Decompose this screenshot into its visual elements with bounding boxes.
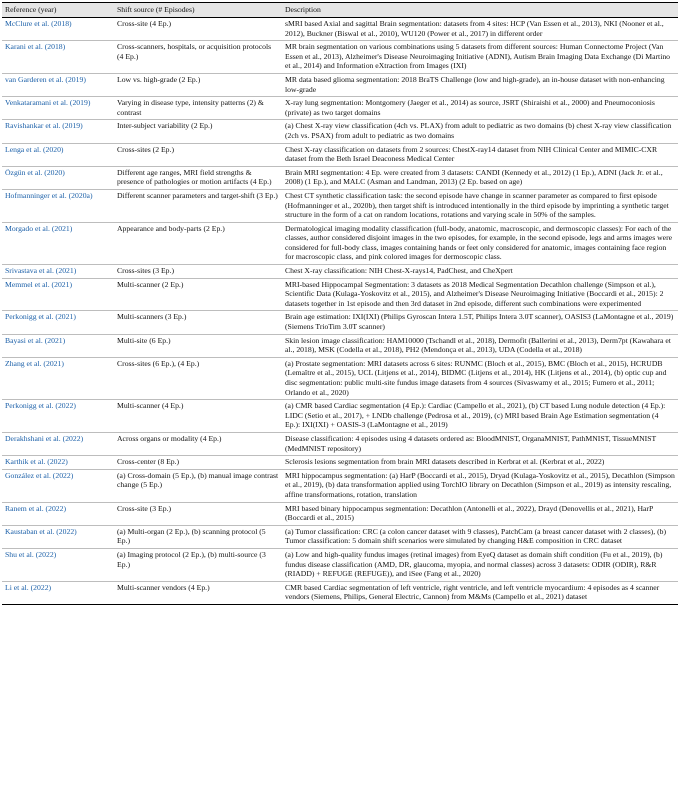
header-description: Description — [282, 3, 678, 18]
description-cell: Sclerosis lesions segmentation from brain MRI datasets described in Kerbrat et al. (Kerbrat et al., 2022) — [282, 456, 678, 470]
table-row — [2, 222, 678, 264]
table-row — [2, 189, 678, 222]
description-cell: X-ray lung segmentation: Montgomery (Jaeger et al., 2014) as source, JSRT (Shiraishi et al., 2000) and Pneumoconiosis (private) as two target domains — [282, 97, 678, 120]
description-cell: (a) Chest X-ray view classification (4ch vs. PLAX) from adult to pediatric as two domains (b) chest X-ray view classification (2ch vs. PSAX) from adult to pediatric as two domains — [282, 120, 678, 143]
table-row — [2, 334, 678, 357]
header-reference: Reference (year) — [2, 3, 114, 18]
shift-source-cell: Multi-scanner (2 Ep.) — [114, 278, 282, 311]
table-row — [2, 166, 678, 189]
table-container — [2, 2, 678, 605]
shift-source-cell: Cross-site (3 Ep.) — [114, 502, 282, 525]
table-row — [2, 143, 678, 166]
table-row — [2, 18, 678, 41]
reference-cell[interactable]: Ranem et al. (2022) — [2, 502, 114, 525]
description-cell: MRI-based Hippocampal Segmentation: 3 datasets as 2018 Medical Segmentation Decathlon challenge (Simpson et al.), Scientific Data (Kulaga-Yoskovitz et al., 2015), and Alzheimer's Disease Neuroimaging Initiative (Boccardi et al., 2015): 2 datasets together in 1st episode and then 3rd dataset in 2nd episode, different such combinations were experimented — [282, 278, 678, 311]
table-row — [2, 120, 678, 143]
reference-cell[interactable]: Shu et al. (2022) — [2, 548, 114, 581]
shift-source-cell: Inter-subject variability (2 Ep.) — [114, 120, 282, 143]
reference-cell[interactable]: Ravishankar et al. (2019) — [2, 120, 114, 143]
shift-source-cell: Varying in disease type, intensity patterns (2) & contrast — [114, 97, 282, 120]
shift-source-cell: Multi-scanners (3 Ep.) — [114, 311, 282, 334]
reference-cell[interactable]: Venkataramani et al. (2019) — [2, 97, 114, 120]
reference-cell[interactable]: Perkonigg et al. (2021) — [2, 311, 114, 334]
description-cell: MR brain segmentation on various combinations using 5 datasets from different sources: Human Connectome Project (Van Essen et al., 2013), Alzheimer's Disease Neuroimaging Initiative (ADNI), Autism Brain Imaging Data Exchange (Di Martino et al., 2014) and Information eXtraction from Images (IXI) — [282, 41, 678, 74]
shift-source-cell: Multi-scanner vendors (4 Ep.) — [114, 581, 282, 604]
description-cell: Brain MRI segmentation: 4 Ep. were created from 3 datasets: CANDI (Kennedy et al., 2012) (1 Ep.), ADNI (Jack Jr. et al., 2008) (1 Ep.), and MALC (Asman and Landman, 2013) (2 Ep. based on age) — [282, 166, 678, 189]
reference-cell[interactable]: Bayasi et al. (2021) — [2, 334, 114, 357]
description-cell: Skin lesion image classification: HAM10000 (Tschandl et al., 2018), Dermofit (Ballerini et al., 2013), Derm7pt (Kawahara et al., 2018), MSK (Codella et al., 2018), PH2 (Mendonça et al., 2013), UDA (Codella et al., 2018) — [282, 334, 678, 357]
table-row — [2, 548, 678, 581]
shift-source-cell: Multi-site (6 Ep.) — [114, 334, 282, 357]
shift-source-cell: Multi-scanner (4 Ep.) — [114, 400, 282, 433]
reference-cell[interactable]: Lenga et al. (2020) — [2, 143, 114, 166]
description-cell: (a) CMR based Cardiac segmentation (4 Ep.): Cardiac (Campello et al., 2021), (b) CT based Lung nodule detection (4 Ep.): LIDC (Setio et al., 2017), + LNDb challenge (Pedrosa et al., 2019), (c) MRI based Brain Age Estimation segmentation (4 Ep.): IXI(IXI) + OASIS-3 (LaMontagne et al., 2019) — [282, 400, 678, 433]
table-row — [2, 456, 678, 470]
shift-source-cell: (a) Imaging protocol (2 Ep.), (b) multi-source (3 Ep.) — [114, 548, 282, 581]
description-cell: Chest X-ray classification: NIH Chest-X-rays14, PadChest, and CheXpert — [282, 265, 678, 279]
shift-source-cell: Cross-site (4 Ep.) — [114, 18, 282, 41]
table-row — [2, 278, 678, 311]
reference-cell[interactable]: Karthik et al. (2022) — [2, 456, 114, 470]
table-row — [2, 311, 678, 334]
header-row — [2, 3, 678, 18]
reference-cell[interactable]: Karani et al. (2018) — [2, 41, 114, 74]
reference-cell[interactable]: McClure et al. (2018) — [2, 18, 114, 41]
reference-cell[interactable]: Srivastava et al. (2021) — [2, 265, 114, 279]
shift-source-cell: Different scanner parameters and target-shift (3 Ep.) — [114, 189, 282, 222]
description-cell: sMRI based Axial and sagittal Brain segmentation: datasets from 4 sites: HCP (Van Essen et al., 2013), NKI (Nooner et al., 2012), Buckner (Biswal et al., 2010), WU120 (Power et al., 2017) in different order — [282, 18, 678, 41]
reference-cell[interactable]: Perkonigg et al. (2022) — [2, 400, 114, 433]
description-cell: MR data based glioma segmentation: 2018 BraTS Challenge (low and high-grade), an in-house dataset with non-enhancing low-grade — [282, 73, 678, 96]
reference-cell[interactable]: Özgün et al. (2020) — [2, 166, 114, 189]
shift-source-cell: Cross-sites (2 Ep.) — [114, 143, 282, 166]
table-row — [2, 502, 678, 525]
description-cell: MRI hippocampus segmentation: (a) HarP (Boccardi et al., 2015), Dryad (Kulaga-Yoskovitz et al., 2015), Decathlon (Simpson et al., 2019), (b) data transformation applied using TorchIO library on Decathlon (Simpson et al., 2019) as intensity rescaling, affine transformations, rotation, translation — [282, 469, 678, 502]
table-row — [2, 265, 678, 279]
description-cell: Disease classification: 4 episodes using 4 datasets ordered as: BloodMNIST, OrganaMNIST, PathMNIST, TissueMNIST (MedMNIST repository) — [282, 432, 678, 455]
reference-cell[interactable]: Li et al. (2022) — [2, 581, 114, 604]
shift-source-cell: Appearance and body-parts (2 Ep.) — [114, 222, 282, 264]
table-row — [2, 73, 678, 96]
table-row — [2, 469, 678, 502]
reference-cell[interactable]: Zhang et al. (2021) — [2, 357, 114, 399]
table-row — [2, 41, 678, 74]
reference-cell[interactable]: Kaustaban et al. (2022) — [2, 525, 114, 548]
description-cell: Chest X-ray classification on datasets from 2 sources: ChestX-ray14 dataset from NIH Clinical Center and MIMIC-CXR dataset from the Beth Israel Deaconess Medical Center — [282, 143, 678, 166]
description-cell: MRI based binary hippocampus segmentation: Decathlon (Antonelli et al., 2022), Drayd (Denovellis et al., 2021), HarP (Boccardi et al., 2015) — [282, 502, 678, 525]
header-shift-source: Shift source (# Episodes) — [114, 3, 282, 18]
table-row — [2, 97, 678, 120]
shift-source-cell: Low vs. high-grade (2 Ep.) — [114, 73, 282, 96]
description-cell: Chest CT synthetic classification task: the second episode have change in scanner parameter as compared to first episode (Hofmanninger et al., 2020b), then target shift is introduced intentionally in the third episode by imprinting a synthetic target structure in the form of a cat on random locations, rotations and varying scale in 50% of the samples. — [282, 189, 678, 222]
description-cell: (a) Low and high-quality fundus images (retinal images) from EyeQ dataset as domain shift condition (Fu et al., 2019), (b) fundus disease classification (AMD, DR, glaucoma, myopia, and normal classes) across 3 datasets: ODIR (ODIR), R&R (RIADD) + REFUGE (REFUGE)), and iSee (Fang et al., 2020) — [282, 548, 678, 581]
reference-cell[interactable]: González et al. (2022) — [2, 469, 114, 502]
description-cell: (a) Prostate segmentation: MRI datasets across 6 sites: RUNMC (Bloch et al., 2015), BMC (Bloch et al., 2015), HCRUDB (Lemaître et al., 2015), UCL (Litjens et al., 2014), BIDMC (Litjens et al., 2014), HK (Litjens et al., 2014), (b) optic cup and disc segmentation: public multi-site fundus image datasets from 4 sources (Sivaswamy et al., 2015; Fumero et al., 2011; Orlando et al., 2020) — [282, 357, 678, 399]
shift-source-cell: (a) Cross-domain (5 Ep.), (b) manual image contrast change (5 Ep.) — [114, 469, 282, 502]
table-body — [2, 18, 678, 605]
table-row — [2, 525, 678, 548]
table-row — [2, 357, 678, 399]
shift-source-cell: Cross-center (8 Ep.) — [114, 456, 282, 470]
shift-source-cell: Cross-scanners, hospitals, or acquisition protocols (4 Ep.) — [114, 41, 282, 74]
reference-cell[interactable]: Derakhshani et al. (2022) — [2, 432, 114, 455]
description-cell: Dermatological imaging modality classification (full-body, anatomic, macroscopic, and dermoscopic classes): For each of the classes, author considered disjoint images in the two episodes, for example, in the second episode, legs and arms images were considered for full-body class, images containing hands or feet only considered for anatomic, images containing face region for macroscopic class, and pink colored images for dermoscopic class. — [282, 222, 678, 264]
shift-source-cell: Cross-sites (6 Ep.), (4 Ep.) — [114, 357, 282, 399]
reference-cell[interactable]: van Garderen et al. (2019) — [2, 73, 114, 96]
table-row — [2, 432, 678, 455]
shift-source-cell: Different age ranges, MRI field strengths & presence of pathologies or motion artifacts (4 Ep.) — [114, 166, 282, 189]
table-row — [2, 581, 678, 604]
reference-cell[interactable]: Morgado et al. (2021) — [2, 222, 114, 264]
table-row — [2, 400, 678, 433]
survey-table — [2, 2, 678, 605]
description-cell: Brain age estimation: IXI(IXI) (Philips Gyroscan Intera 1.5T, Philips Intera 3.0T scanner), OASIS3 (LaMontagne et al., 2019) (Siemens TrioTim 3.0T scanner) — [282, 311, 678, 334]
reference-cell[interactable]: Memmel et al. (2021) — [2, 278, 114, 311]
shift-source-cell: Across organs or modality (4 Ep.) — [114, 432, 282, 455]
shift-source-cell: Cross-sites (3 Ep.) — [114, 265, 282, 279]
description-cell: (a) Tumor classification: CRC (a colon cancer dataset with 9 classes), PatchCam (a breast cancer dataset with 2 classes), (b) Tumor classification: 5 domain shift scenarios were simulated by changing H&E composition in CRC dataset — [282, 525, 678, 548]
description-cell: CMR based Cardiac segmentation of left ventricle, right ventricle, and left ventricle myocardium: 4 episodes as 4 scanner vendors (Siemens, Philips, General Electric, Cannon) from M&Ms (Campello et al., 2021) dataset — [282, 581, 678, 604]
shift-source-cell: (a) Multi-organ (2 Ep.), (b) scanning protocol (5 Ep.) — [114, 525, 282, 548]
reference-cell[interactable]: Hofmanninger et al. (2020a) — [2, 189, 114, 222]
